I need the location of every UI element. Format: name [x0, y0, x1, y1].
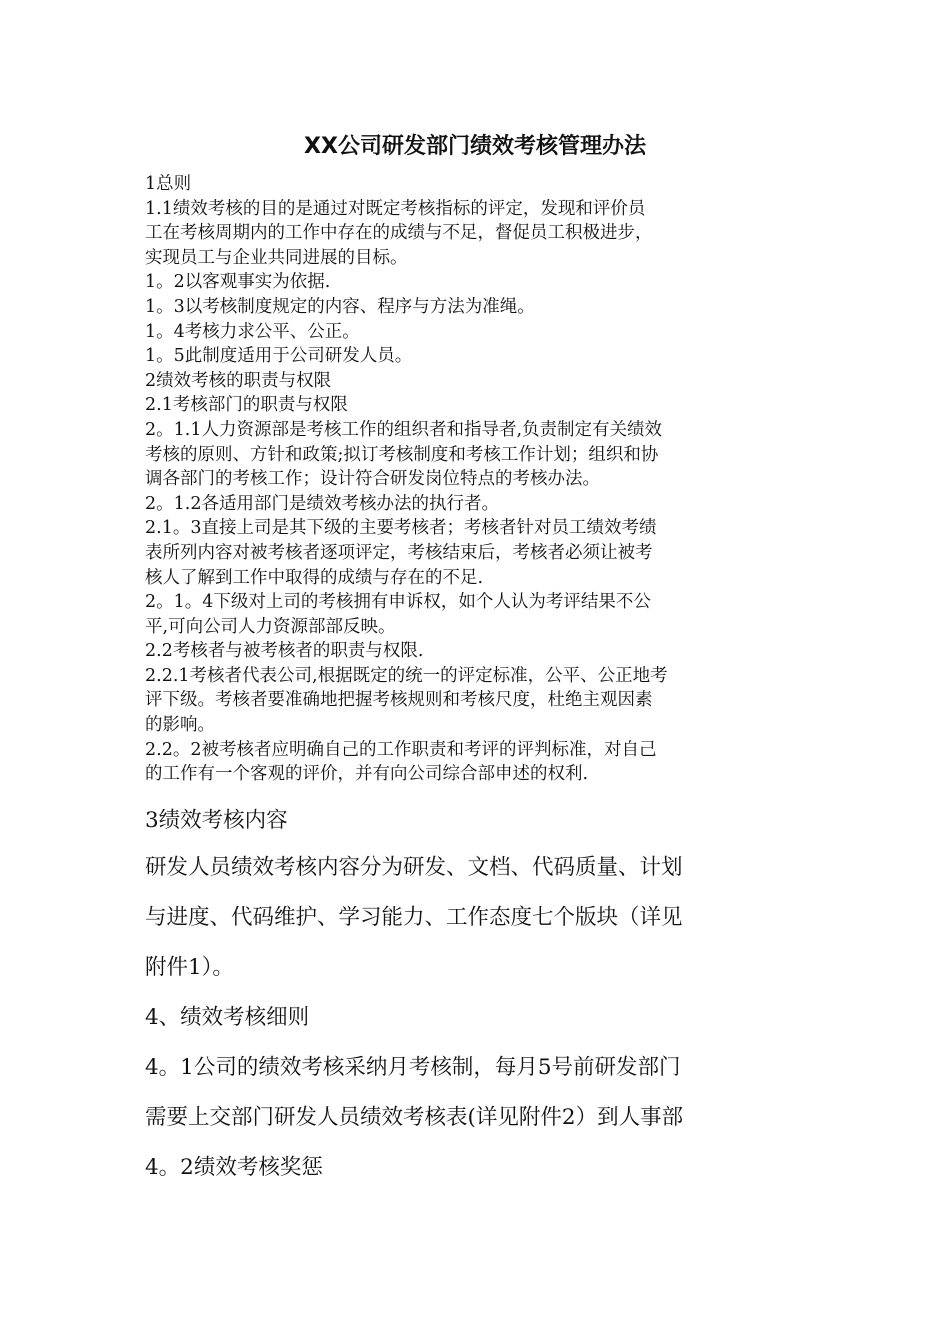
paragraph-line: 附件1）。 — [145, 955, 234, 980]
document-title: XX公司研发部门绩效考核管理办法 — [304, 134, 646, 159]
paragraph-line: 表所列内容对被考核者逐项评定，考核结束后，考核者必须让被考 — [145, 542, 653, 563]
section-4-heading: 4、绩效考核细则 — [145, 1005, 310, 1030]
paragraph-line: 评下级。考核者要准确地把握考核规则和考核尺度，杜绝主观因素 — [145, 690, 653, 711]
paragraph-line: 考核的原则、方针和政策;拟订考核制度和考核工作计划；组织和协 — [145, 444, 659, 465]
section-2-heading: 2绩效考核的职责与权限 — [145, 370, 332, 391]
paragraph-line: 2。1。4下级对上司的考核拥有申诉权，如个人认为考评结果不公 — [145, 592, 651, 613]
paragraph-line: 核人了解到工作中取得的成绩与存在的不足. — [145, 567, 484, 588]
paragraph-line: 2。1.1人力资源部是考核工作的组织者和指导者,负责制定有关绩效 — [145, 419, 663, 440]
paragraph-line: 4。1公司的绩效考核采纳月考核制，每月5号前研发部门 — [145, 1055, 681, 1080]
paragraph-line: 1。3以考核制度规定的内容、程序与方法为准绳。 — [145, 296, 535, 317]
subsection-heading: 2.2考核者与被考核者的职责与权限. — [145, 641, 424, 662]
paragraph-line: 1.1绩效考核的目的是通过对既定考核指标的评定，发现和评价员 — [145, 198, 646, 219]
section-1-heading: 1总则 — [145, 174, 192, 194]
body-text-small — [145, 172, 813, 787]
section-3-heading: 3绩效考核内容 — [145, 808, 288, 833]
paragraph-line: 的工作有一个客观的评价，并有向公司综合部申述的权利. — [145, 764, 589, 785]
paragraph-line: 需要上交部门研发人员绩效考核表(详见附件2）到人事部 — [145, 1105, 684, 1130]
paragraph-line: 1。4考核力求公平、公正。 — [145, 321, 360, 342]
paragraph-line: 1。2以客观事实为依据. — [145, 272, 331, 293]
paragraph-line: 调各部门的考核工作；设计符合研发岗位特点的考核办法。 — [145, 469, 600, 490]
paragraph-line: 与进度、代码维护、学习能力、工作态度七个版块（详见 — [145, 905, 683, 930]
paragraph-line: 1。5此制度适用于公司研发人员。 — [145, 346, 413, 367]
paragraph-line: 实现员工与企业共同进展的目标。 — [145, 247, 408, 268]
paragraph-line: 平,可向公司人力资源部部反映。 — [145, 616, 396, 637]
paragraph-line: 2。1.2各适用部门是绩效考核办法的执行者。 — [145, 493, 499, 514]
paragraph-line: 2.2.1考核者代表公司,根据既定的统一的评定标准，公平、公正地考 — [145, 665, 668, 686]
subsection-heading: 4。2绩效考核奖惩 — [145, 1155, 323, 1180]
subsection-heading: 2.1考核部门的职责与权限 — [145, 395, 348, 416]
paragraph-line: 的影响。 — [145, 715, 215, 736]
paragraph-line: 研发人员绩效考核内容分为研发、文档、代码质量、计划 — [145, 855, 683, 880]
paragraph-line: 工在考核周期内的工作中存在的成绩与不足，督促员工积极进步， — [145, 223, 653, 244]
paragraph-line: 2.1。3直接上司是其下级的主要考核者；考核者针对员工绩效考绩 — [145, 518, 657, 539]
paragraph-line: 2.2。2被考核者应明确自己的工作职责和考评的评判标准，对自己 — [145, 739, 657, 760]
body-text-large — [145, 803, 813, 1193]
